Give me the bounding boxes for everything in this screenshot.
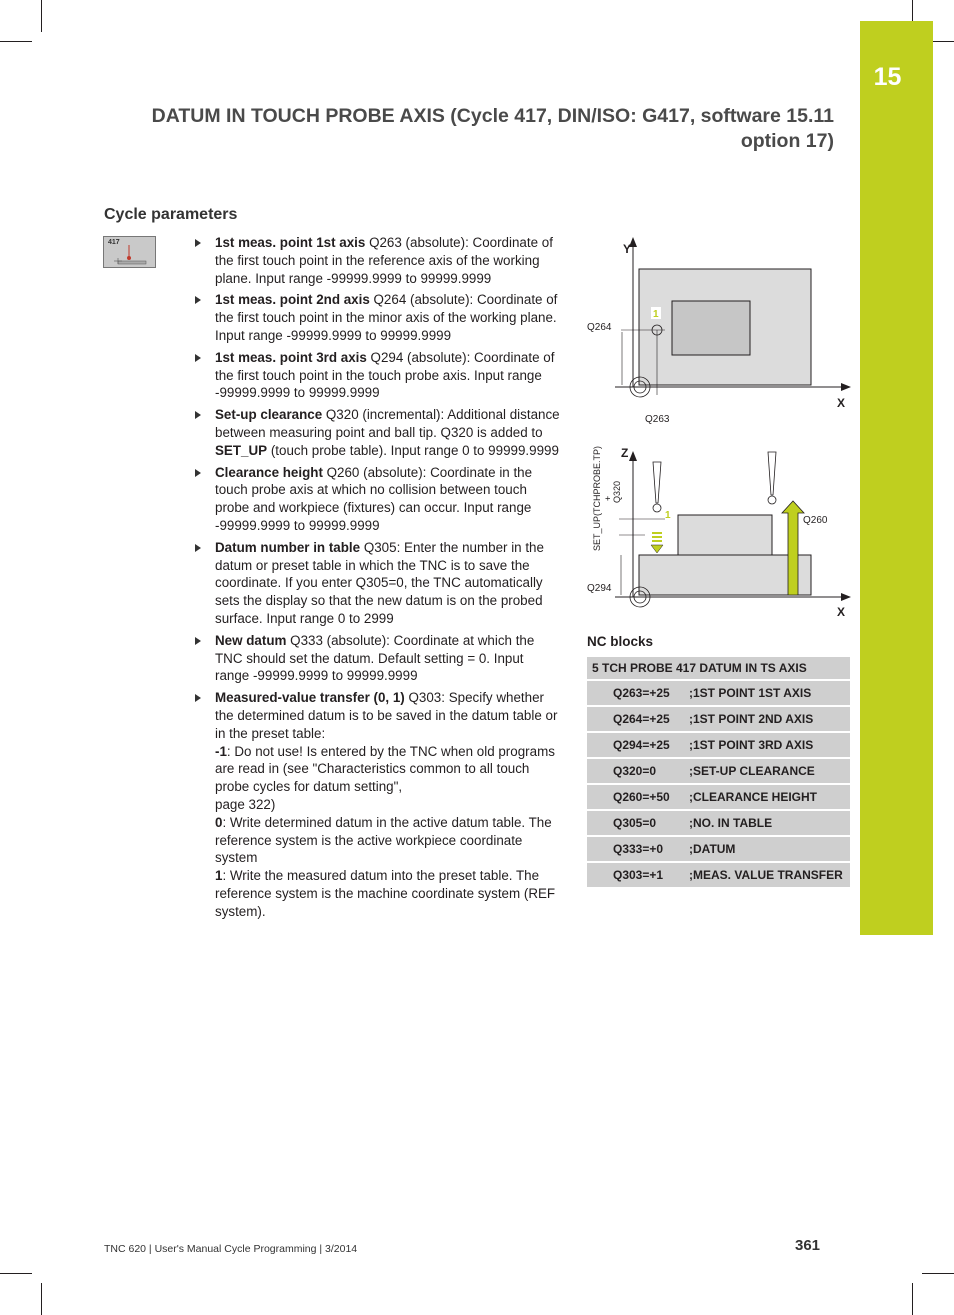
param-name: New datum: [215, 632, 287, 648]
bullet-arrow-icon: [195, 296, 201, 304]
param-text: Q294 (absolute): Coordinate of the first touch point in the touch probe axis. Input range -99999.9999 to 99999.9999: [215, 349, 555, 401]
cycle-icon: [103, 236, 156, 268]
table-row: [587, 680, 850, 706]
marker-1: 1: [653, 309, 659, 320]
option-text: : Write the measured datum into the preset table. The reference system is the machine coordinate system (REF system).: [215, 868, 556, 919]
param-text: Q264 (absolute): Coordinate of the first touch point in the minor axis of the working plane. Input range -99999.9999 to 99999.9999: [215, 292, 558, 343]
param-text: Q263 (absolute): Coordinate of the first touch point in the reference axis of the working plane. Input range -99999.9999 to 99999.9999: [215, 235, 553, 286]
probe-ball-icon: [653, 504, 661, 512]
chapter-number: 15: [873, 63, 902, 91]
param-name: 1st meas. point 2nd axis: [215, 292, 370, 308]
nc-comment: ;SET-UP CLEARANCE: [687, 758, 850, 784]
workpiece: [639, 555, 811, 595]
param-item: [195, 539, 561, 628]
parameter-list: [195, 234, 561, 924]
nc-comment: ;CLEARANCE HEIGHT: [687, 784, 850, 810]
nc-head: 5 TCH PROBE 417 DATUM IN TS AXIS: [587, 657, 850, 680]
footer: TNC 620 | User's Manual Cycle Programming | 3/2014: [104, 1243, 358, 1255]
touch-probe-diagram: [585, 235, 853, 620]
param-name: 1st meas. point 3rd axis: [215, 349, 367, 365]
nc-cmd: Q264=+25: [587, 706, 687, 732]
axis-label-x: X: [837, 396, 846, 410]
param-name: 1st meas. point 1st axis: [215, 235, 366, 250]
param-item: [195, 234, 561, 287]
param-item: [195, 632, 561, 685]
crop-mark: [41, 1283, 42, 1315]
param-item: [195, 406, 561, 459]
page-reference: page 322): [215, 796, 276, 812]
crop-mark: [0, 1273, 32, 1274]
header-line-1: DATUM IN TOUCH PROBE AXIS (Cycle 417, DIN/ISO: G417, software 15.11: [151, 105, 834, 127]
table-row: [587, 758, 850, 784]
crop-mark: [912, 1283, 913, 1315]
workpiece-step: [678, 515, 772, 555]
nc-comment: ;1ST POINT 2ND AXIS: [687, 706, 850, 732]
option-key: -1: [215, 743, 227, 759]
header-line-2: option 17): [740, 130, 834, 152]
crop-mark: [922, 1273, 954, 1274]
nc-cmd: Q305=0: [587, 810, 687, 836]
nc-cmd: Q263=+25: [587, 680, 687, 706]
nc-cmd: Q260=+50: [587, 784, 687, 810]
table-row: [587, 784, 850, 810]
axis-label-z: Z: [621, 446, 629, 460]
param-item: [195, 349, 561, 402]
param-text: (touch probe table). Input range 0 to 99999.9999: [267, 442, 559, 458]
x-axis-arrow-icon: [841, 593, 851, 601]
bullet-arrow-icon: [195, 469, 201, 477]
nc-cmd: Q333=+0: [587, 836, 687, 862]
probing-direction-icon: [651, 533, 663, 553]
param-name: Set-up clearance: [215, 407, 323, 423]
probe-icon: [104, 237, 155, 267]
label-q260: Q260: [803, 515, 828, 526]
param-name: Datum number in table: [215, 539, 361, 555]
section-title: Cycle parameters: [104, 206, 238, 223]
param-text: Q303: Specify whether the determined datum is to be saved in the datum table or in the preset table:: [215, 690, 558, 741]
nc-comment: ;1ST POINT 3RD AXIS: [687, 732, 850, 758]
label-q263: Q263: [645, 414, 670, 425]
option-text: : Write determined datum in the active datum table. The reference system is the active workpiece coordinate system: [215, 814, 552, 866]
label-setup: SET_UP(TCHPROBE.TP): [592, 445, 602, 551]
nc-cmd: Q303=+1: [587, 862, 687, 888]
x-axis-arrow-icon: [841, 383, 851, 391]
param-name: Clearance height: [215, 464, 323, 480]
probe-ball-icon: [768, 496, 776, 504]
option-key: 0: [215, 814, 223, 830]
touch-probe-icon: [653, 462, 661, 503]
param-item: [195, 689, 561, 920]
nc-comment: ;1ST POINT 1ST AXIS: [687, 680, 850, 706]
page-header: [100, 104, 834, 154]
nc-comment: ;MEAS. VALUE TRANSFER: [687, 862, 850, 888]
touch-probe-icon: [768, 452, 776, 495]
nc-comment: ;DATUM: [687, 836, 850, 862]
bullet-arrow-icon: [195, 544, 201, 552]
z-axis-arrow-icon: [629, 451, 637, 461]
label-q320: Q320: [612, 480, 622, 503]
nc-blocks-title: NC blocks: [587, 634, 654, 649]
param-name: Measured-value transfer (0, 1): [215, 690, 405, 706]
crop-mark: [0, 41, 32, 42]
xz-view: [587, 446, 851, 619]
nc-cmd: Q320=0: [587, 758, 687, 784]
pocket: [672, 301, 750, 355]
param-item: [195, 291, 561, 344]
bullet-arrow-icon: [195, 411, 201, 419]
param-text: Q333 (absolute): Coordinate at which the TNC should set the datum. Default setting = 0. Input range -99999.9999 to 99999.9999: [215, 632, 535, 684]
nc-comment: ;NO. IN TABLE: [687, 810, 850, 836]
axis-label-y: Y: [623, 242, 632, 256]
page-number: 361: [795, 1237, 821, 1254]
bullet-arrow-icon: [195, 239, 201, 247]
bullet-arrow-icon: [195, 354, 201, 362]
table-row: [587, 810, 850, 836]
marker-1: 1: [665, 510, 671, 521]
table-row: [587, 836, 850, 862]
axis-label-x: X: [837, 605, 846, 619]
param-text: Q320 (incremental): Additional distance between measuring point and ball tip. Q320 is added to: [215, 407, 560, 440]
chapter-tab: [860, 21, 933, 935]
param-item: [195, 464, 561, 535]
option-text: : Do not use! Is entered by the TNC when old programs are read in (see "Characteristics common to all touch probe cycles for datum setting",: [215, 743, 555, 795]
crop-mark: [41, 0, 42, 32]
table-row: [587, 706, 850, 732]
param-text: Q260 (absolute): Coordinate in the touch probe axis at which no collision between touch probe and workpiece (fixtures) can occur. Input range -99999.9999 to 99999.9999: [215, 464, 533, 533]
param-keyword: SET_UP: [215, 442, 268, 458]
label-plus: +: [603, 495, 613, 501]
table-header-row: [587, 657, 850, 680]
label-q264: Q264: [587, 322, 612, 333]
nc-blocks-table: [587, 657, 850, 889]
bullet-arrow-icon: [195, 694, 201, 702]
table-row: [587, 732, 850, 758]
option-key: 1: [215, 868, 223, 884]
xy-view: [587, 237, 851, 425]
nc-cmd: Q294=+25: [587, 732, 687, 758]
cycle-icon-label: 417: [108, 239, 120, 246]
bullet-arrow-icon: [195, 637, 201, 645]
table-row: [587, 862, 850, 888]
param-text: Q305: Enter the number in the datum or preset table in which the TNC is to save the coordinate. If you enter Q305=0, the TNC automatically sets the display so that the new datum is on the probed surface. Input range 0 to 2999: [215, 539, 544, 626]
label-q294: Q294: [587, 583, 612, 594]
